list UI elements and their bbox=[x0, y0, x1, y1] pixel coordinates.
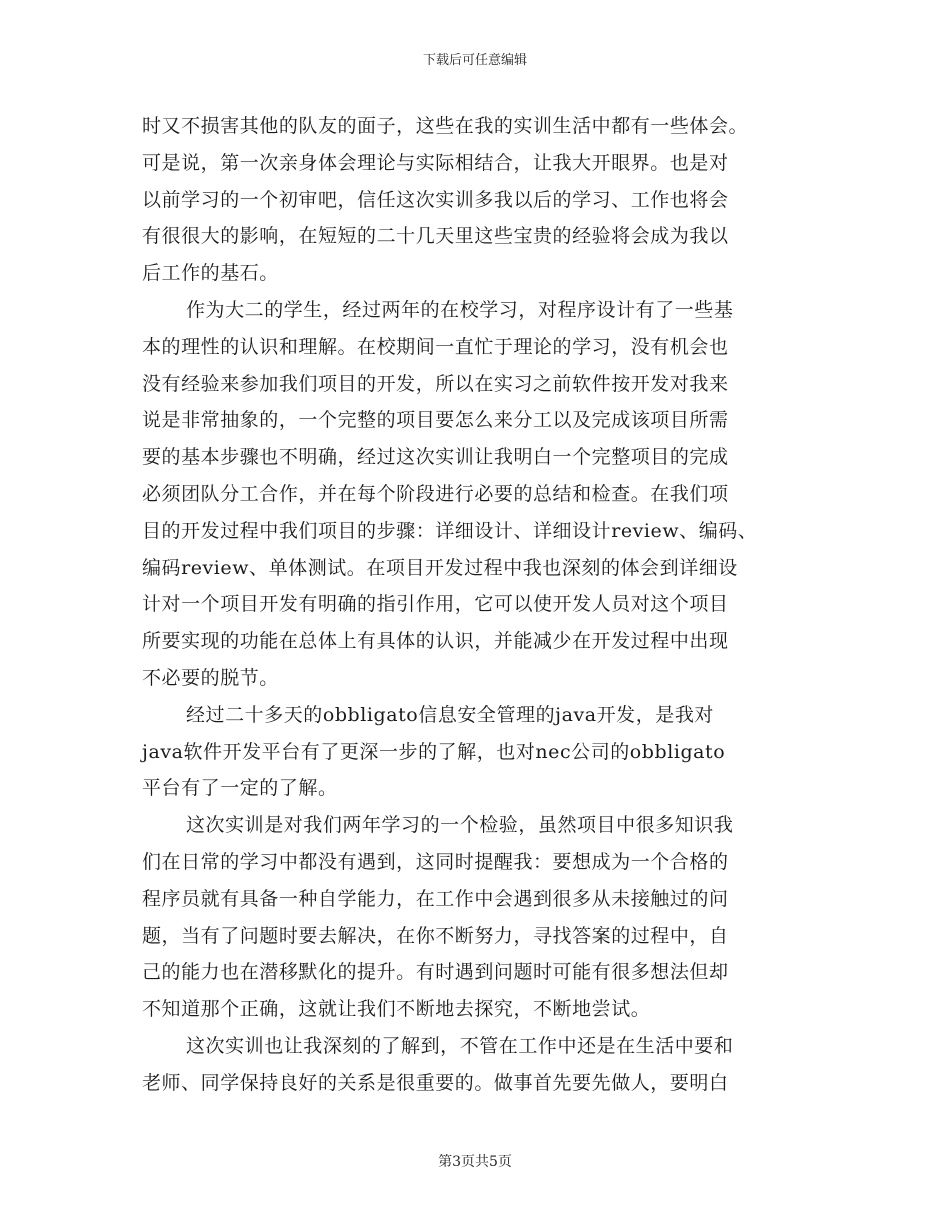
header-text: 下载后可任意编辑 bbox=[422, 53, 527, 68]
text-line: 计对一个项目开发有明确的指引作用，它可以使开发人员对这个项目 bbox=[142, 593, 729, 616]
text-line: 题，当有了问题时要去解决，在你不断努力，寻找答案的过程中，自 bbox=[142, 924, 729, 947]
page-footer bbox=[0, 1153, 950, 1171]
text-line: 要的基本步骤也不明确，经过这次实训让我明白一个完整项目的完成 bbox=[142, 446, 729, 469]
paragraph-4 bbox=[142, 807, 810, 1028]
text-line: java软件开发平台有了更深一步的了解，也对nec公司的obbligato bbox=[142, 740, 726, 763]
text-line: 没有经验来参加我们项目的开发，所以在实习之前软件按开发对我来 bbox=[142, 372, 729, 395]
paragraph-1 bbox=[142, 108, 810, 292]
text-line: 这次实训是对我们两年学习的一个检验，虽然项目中很多知识我 bbox=[186, 814, 734, 837]
text-line: 作为大二的学生，经过两年的在校学习，对程序设计有了一些基 bbox=[186, 298, 734, 321]
paragraph-2 bbox=[142, 292, 810, 697]
text-line: 这次实训也让我深刻的了解到，不管在工作中还是在生活中要和 bbox=[186, 1034, 734, 1057]
text-line: 后工作的基石。 bbox=[142, 262, 279, 285]
text-line: 老师、同学保持良好的关系是很重要的。做事首先要先做人，要明白 bbox=[142, 1071, 729, 1094]
document-body bbox=[142, 108, 810, 1102]
text-line: 说是非常抽象的，一个完整的项目要怎么来分工以及完成该项目所需 bbox=[142, 409, 729, 432]
text-line: 不知道那个正确，这就让我们不断地去探究，不断地尝试。 bbox=[142, 998, 651, 1021]
text-line: 不必要的脱节。 bbox=[142, 666, 279, 689]
page-number: 第3页共5页 bbox=[438, 1154, 512, 1170]
text-line: 时又不损害其他的队友的面子，这些在我的实训生活中都有一些体会。 bbox=[142, 115, 749, 137]
paragraph-3 bbox=[142, 697, 810, 807]
text-line: 所要实现的功能在总体上有具体的认识，并能减少在开发过程中出现 bbox=[142, 630, 729, 653]
text-line: 编码review、单体测试。在项目开发过程中我也深刻的体会到详细设 bbox=[142, 556, 738, 579]
text-line: 以前学习的一个初审吧，信任这次实训多我以后的学习、工作也将会 bbox=[142, 188, 729, 211]
text-line: 经过二十多天的obbligato信息安全管理的java开发，是我对 bbox=[186, 703, 714, 726]
text-line: 平台有了一定的了解。 bbox=[142, 777, 338, 800]
text-line: 程序员就有具备一种自学能力，在工作中会遇到很多从未接触过的问 bbox=[142, 887, 729, 910]
paragraph-5 bbox=[142, 1028, 810, 1102]
text-line: 目的开发过程中我们项目的步骤：详细设计、详细设计review、编码、 bbox=[142, 519, 758, 542]
text-line: 本的理性的认识和理解。在校期间一直忙于理论的学习，没有机会也 bbox=[142, 335, 729, 358]
text-line: 可是说，第一次亲身体会理论与实际相结合，让我大开眼界。也是对 bbox=[142, 151, 729, 174]
page-header bbox=[0, 52, 950, 70]
text-line: 们在日常的学习中都没有遇到，这同时提醒我：要想成为一个合格的 bbox=[142, 850, 729, 873]
text-line: 有很很大的影响，在短短的二十几天里这些宝贵的经验将会成为我以 bbox=[142, 225, 729, 248]
text-line: 己的能力也在潜移默化的提升。有时遇到问题时可能有很多想法但却 bbox=[142, 961, 729, 984]
text-line: 必须团队分工合作，并在每个阶段进行必要的总结和检查。在我们项 bbox=[142, 482, 729, 505]
